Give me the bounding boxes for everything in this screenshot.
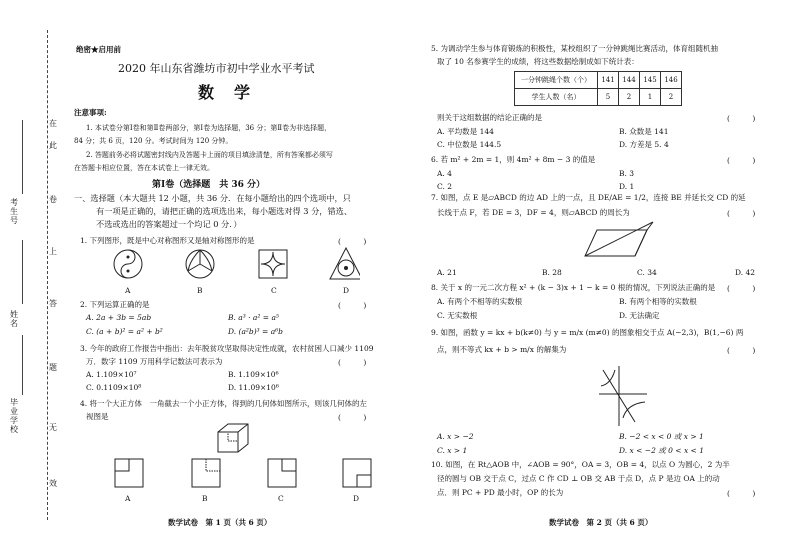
table-cell: 145 bbox=[640, 72, 661, 89]
question-8: 8. 关于 x 的一元二次方程 x² + (k − 3)x + 1 − k = 0 根的情况，下列说法正确的是 bbox=[431, 283, 716, 292]
section-instruction: 一、选择题（本大题共 12 小题，共 36 分．在每小题给出的四个选项中，只 bbox=[74, 193, 351, 203]
answer-blank[interactable]: ( ) bbox=[338, 413, 367, 422]
answer-blank[interactable]: ( ) bbox=[727, 284, 756, 293]
seal-char: 此 bbox=[49, 141, 57, 150]
question-10-cont: 径的圆与 OB 交于点 C，过点 C 作 CD ⊥ OB 交 AB 于点 D，点 P 是边 OA 上的动 bbox=[437, 474, 720, 483]
q8-option-c[interactable]: C. 无实数根 bbox=[437, 311, 478, 320]
question-6: 6. 若 m² + 2m = 1，则 4m² + 8m − 3 的值是 bbox=[431, 155, 596, 164]
q9-option-a[interactable]: A. x > −2 bbox=[437, 432, 474, 441]
table-header-cell: 一分钟跳绳个数（个） bbox=[515, 72, 598, 89]
page-footer: 数学试卷 第 1 页（共 6 页） bbox=[168, 518, 272, 527]
q1-figure-a bbox=[114, 250, 142, 278]
option-label: A bbox=[125, 286, 131, 295]
q5-option-b[interactable]: B. 众数是 141 bbox=[619, 127, 669, 136]
q9-function-graph bbox=[597, 364, 649, 428]
table-cell: 144 bbox=[619, 72, 640, 89]
option-label: A bbox=[125, 494, 131, 503]
notice-title: 注意事项: bbox=[74, 108, 107, 117]
question-10: 10. 如图，在 Rt△AOB 中，∠AOB = 90°，OA = 3，OB = 4，以点 O 为圆心，2 为半 bbox=[431, 460, 730, 469]
name-line[interactable] bbox=[22, 240, 23, 304]
q8-option-b[interactable]: B. 有两个相等的实数根 bbox=[619, 297, 697, 306]
question-2: 2. 下列运算正确的是 bbox=[80, 300, 150, 309]
question-4: 4. 将一个大正方体 一角截去一个小正方体，得到的几何体如图所示，则该几何体的左 bbox=[80, 399, 368, 408]
section-instruction: 有一项是正确的，请把正确的选项选出来，每小题选对得 3 分，错选、 bbox=[96, 206, 353, 216]
question-3-cont: 万．数字 1109 万用科学记数法可表示为 bbox=[86, 357, 223, 366]
question-5-prompt: 则关于这组数据的结论正确的是 bbox=[437, 113, 542, 122]
seal-char: 上 bbox=[49, 247, 57, 256]
question-1: 1. 下列图形，既是中心对称图形又是轴对称图形的是 bbox=[80, 236, 255, 245]
notice-line: 84 分；共 6 页，120 分。考试时间为 120 分钟。 bbox=[74, 137, 233, 145]
q1-figure-c bbox=[259, 250, 287, 278]
seal-char: 卷 bbox=[49, 195, 57, 204]
q3-option-d[interactable]: D. 11.09×10⁶ bbox=[228, 383, 279, 392]
answer-blank[interactable]: ( ) bbox=[727, 489, 756, 498]
answer-blank[interactable]: ( ) bbox=[338, 237, 367, 246]
option-label: C bbox=[278, 494, 284, 503]
seal-char: 效 bbox=[49, 479, 57, 488]
page-footer: 数学试卷 第 2 页（共 6 页） bbox=[549, 518, 653, 527]
seal-char: 无 bbox=[49, 423, 57, 432]
q5-option-c[interactable]: C. 中位数是 144.5 bbox=[437, 140, 502, 149]
q8-option-d[interactable]: D. 无法确定 bbox=[619, 311, 660, 320]
q3-option-b[interactable]: B. 1.109×10⁶ bbox=[228, 370, 279, 379]
right-page bbox=[397, 0, 794, 560]
option-label: B bbox=[197, 286, 203, 295]
table-cell: 146 bbox=[661, 72, 682, 89]
answer-blank[interactable]: ( ) bbox=[727, 346, 756, 355]
q9-option-b[interactable]: B. −2 < x < 0 或 x > 1 bbox=[619, 432, 704, 441]
notice-line: 在答题卡相应位置，答在本试卷上一律无效。 bbox=[74, 164, 214, 172]
q5-option-a[interactable]: A. 平均数是 144 bbox=[437, 127, 494, 136]
candidate-number-label: 考生号 bbox=[10, 198, 18, 225]
notice-line: 2. 答题前务必将试题密封线内及答题卡上面的项目填涂清楚，所有答案都必须写 bbox=[86, 151, 333, 159]
question-9: 9. 如图，函数 y = kx + b(k≠0) 与 y = m/x (m≠0) 的图象相交于点 A(−2,3)，B(1,−6) 两 bbox=[431, 328, 744, 337]
answer-blank[interactable]: ( ) bbox=[727, 114, 756, 123]
q1-figure-d bbox=[330, 248, 360, 279]
table-cell: 2 bbox=[619, 89, 640, 106]
school-line[interactable] bbox=[22, 335, 23, 395]
table-cell: 5 bbox=[598, 89, 619, 106]
seal-char: 题 bbox=[49, 363, 57, 372]
school-label: 毕业学校 bbox=[10, 398, 18, 434]
seal-line bbox=[47, 30, 48, 520]
q1-figures bbox=[110, 246, 360, 282]
q4-cube-figure bbox=[214, 422, 250, 454]
table-cell: 2 bbox=[661, 89, 682, 106]
q9-option-c[interactable]: C. x > 1 bbox=[437, 446, 468, 455]
option-label: D bbox=[353, 494, 360, 503]
question-5: 5. 为调动学生参与体育锻炼的积极性，某校组织了一分钟跳绳比赛活动，体育组随机抽 bbox=[431, 44, 719, 53]
option-label: C bbox=[271, 286, 277, 295]
q6-option-a[interactable]: A. 4 bbox=[437, 169, 452, 178]
exam-title: 2020 年山东省潍坊市初中学业水平考试 bbox=[118, 62, 315, 75]
table-cell: 141 bbox=[598, 72, 619, 89]
q7-option-a[interactable]: A. 21 bbox=[437, 268, 457, 277]
q1-figure-b bbox=[186, 250, 214, 278]
q4-view-options bbox=[113, 457, 373, 491]
table-row bbox=[515, 89, 682, 106]
q9-option-d[interactable]: D. x < −2 或 0 < x < 1 bbox=[619, 446, 704, 455]
q6-option-c[interactable]: C. 2 bbox=[437, 182, 453, 191]
q7-parallelogram-figure bbox=[575, 220, 655, 262]
q6-option-d[interactable]: D. 1 bbox=[619, 182, 635, 191]
answer-blank[interactable]: ( ) bbox=[727, 156, 756, 165]
question-9-cont: 点，则不等式 kx + b > m/x 的解集为 bbox=[437, 345, 567, 354]
q7-option-d[interactable]: D. 42 bbox=[735, 268, 756, 277]
question-3: 3. 今年的政府工作报告中指出：去年脱贫攻坚取得决定性成就，农村贫困人口减少 1109 bbox=[80, 344, 374, 353]
table-cell: 1 bbox=[640, 89, 661, 106]
question-4-cont: 视图是 bbox=[86, 412, 109, 421]
table-row bbox=[515, 72, 682, 89]
answer-blank[interactable]: ( ) bbox=[338, 358, 367, 367]
option-label: B bbox=[202, 494, 208, 503]
table-header-cell: 学生人数（名） bbox=[515, 89, 598, 106]
name-label: 姓名 bbox=[10, 310, 18, 328]
q3-option-c[interactable]: C. 0.1109×10⁸ bbox=[86, 383, 142, 392]
question-10-cont: 点．则 PC + PD 最小时，OP 的长为 bbox=[437, 488, 564, 497]
answer-blank[interactable]: ( ) bbox=[727, 209, 756, 218]
q7-option-c[interactable]: C. 34 bbox=[637, 268, 657, 277]
q2-option-c[interactable]: C. (a + b)² = a² + b² bbox=[86, 327, 163, 336]
candidate-number-line[interactable] bbox=[22, 120, 23, 194]
seal-char: 答 bbox=[49, 299, 57, 308]
question-7: 7. 如图，点 E 是▱ABCD 的边 AD 上的一点，且 DE/AE = 1/2，连接 BE 并延长交 CD 的延 bbox=[431, 193, 746, 202]
secret-mark: 绝密★启用前 bbox=[76, 45, 121, 54]
q6-option-b[interactable]: B. 3 bbox=[619, 169, 635, 178]
q8-option-a[interactable]: A. 有两个不相等的实数根 bbox=[437, 297, 523, 306]
q5-option-d[interactable]: D. 方差是 5. 4 bbox=[619, 140, 669, 149]
notice-line: 1. 本试卷分第Ⅰ卷和第Ⅱ卷两部分，第Ⅰ卷为选择题，36 分；第Ⅱ卷为非选择题， bbox=[86, 124, 332, 132]
q2-option-b[interactable]: B. a³ · a² = a⁵ bbox=[228, 313, 279, 322]
q7-option-b[interactable]: B. 28 bbox=[542, 268, 562, 277]
subject-title: 数 学 bbox=[198, 83, 253, 102]
q2-option-d[interactable]: D. (a²b)³ = a⁶b bbox=[228, 327, 283, 336]
q2-option-a[interactable]: A. 2a + 3b = 5ab bbox=[86, 313, 152, 322]
q5-stats-table bbox=[514, 71, 682, 106]
option-label: D bbox=[343, 286, 350, 295]
q3-option-a[interactable]: A. 1.109×10⁷ bbox=[86, 370, 137, 379]
question-7-cont: 长线于点 F，若 DE = 3，DF = 4，则▱ABCD 的周长为 bbox=[437, 208, 630, 217]
section-title: 第Ⅰ卷（选择题 共 36 分） bbox=[152, 180, 266, 190]
answer-blank[interactable]: ( ) bbox=[338, 301, 367, 310]
question-5-cont: 取了 10 名参赛学生的成绩，将这些数据绘制成如下统计表： bbox=[437, 57, 639, 66]
seal-char: 在 bbox=[49, 119, 57, 128]
section-instruction: 不选或选出的答案超过一个均记 0 分．） bbox=[96, 219, 242, 229]
